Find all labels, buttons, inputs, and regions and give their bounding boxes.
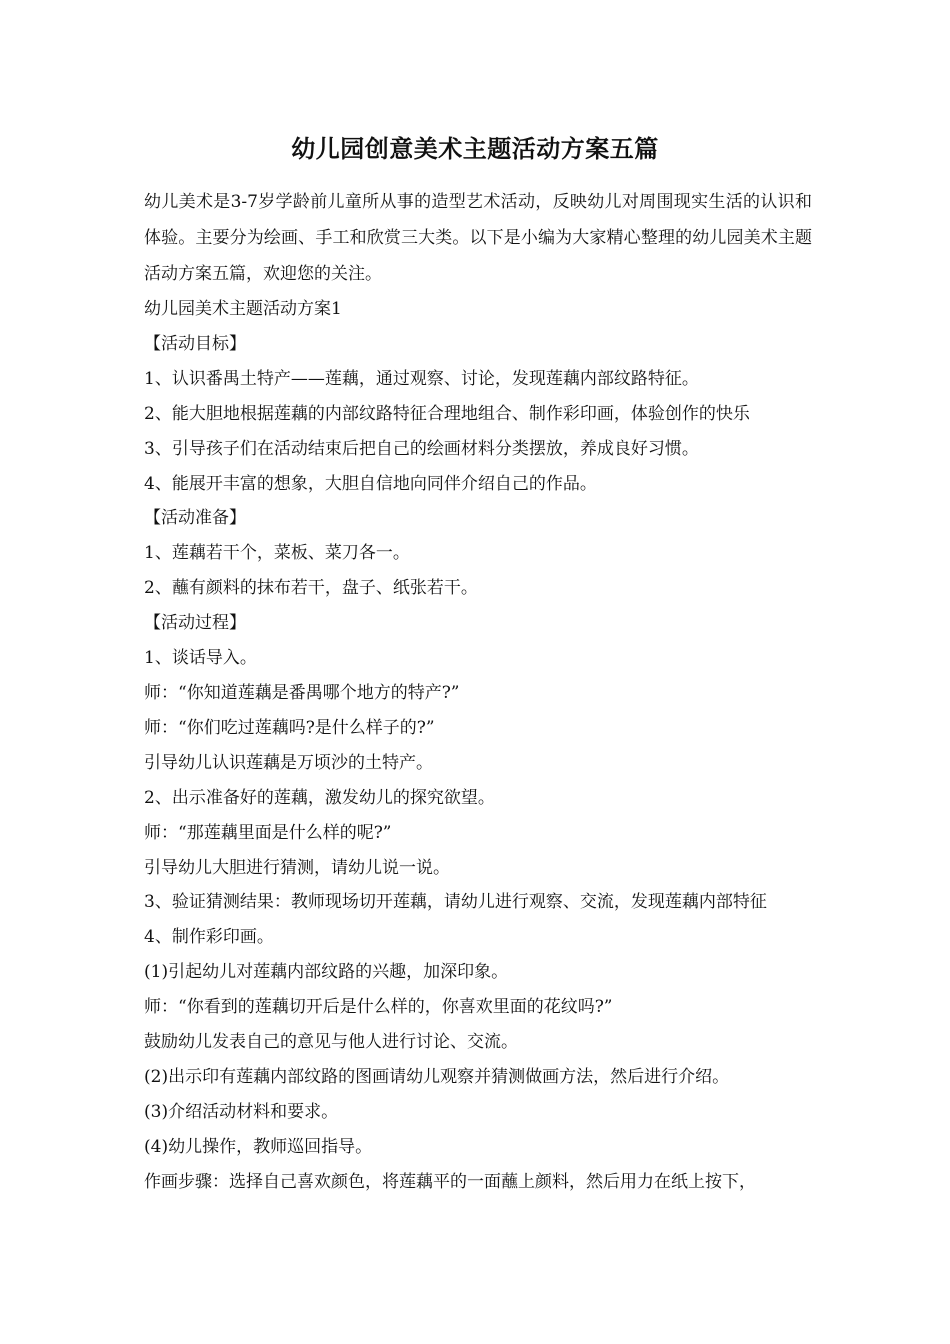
body-line: 3、引导孩子们在活动结束后把自己的绘画材料分类摆放，养成良好习惯。 [144, 438, 699, 459]
body-line: 师：“你知道莲藕是番禺哪个地方的特产?” [144, 682, 460, 703]
document-body [144, 184, 812, 1200]
body-line: (2)出示印有莲藕内部纹路的图画请幼儿观察并猜测做画方法，然后进行介绍。 [144, 1066, 730, 1087]
body-line: 2、蘸有颜料的抹布若干，盘子、纸张若干。 [144, 578, 478, 599]
body-line: 1、莲藕若干个，菜板、菜刀各一。 [144, 543, 410, 564]
body-line: 引导幼儿认识莲藕是万顷沙的土特产。 [144, 752, 433, 773]
body-line: 师：“你看到的莲藕切开后是什么样的，你喜欢里面的花纹吗?” [144, 997, 613, 1018]
body-line: 鼓励幼儿发表自己的意见与他人进行讨论、交流。 [144, 1032, 518, 1053]
body-line: 师：“那莲藕里面是什么样的呢?” [144, 822, 392, 843]
intro-paragraph: 幼儿美术是3-7岁学龄前儿童所从事的造型艺术活动，反映幼儿对周围现实生活的认识和体验。主要分为绘画、手工和欣赏三大类。以下是小编为大家精心整理的幼儿园美术主题活动方案五篇，欢迎您的关注。 [144, 192, 812, 284]
body-line: 4、制作彩印画。 [144, 927, 274, 948]
subsection-heading: 【活动目标】 [144, 333, 246, 354]
section-heading: 幼儿园美术主题活动方案1 [144, 299, 342, 319]
body-line: (4)幼儿操作，教师巡回指导。 [144, 1136, 373, 1157]
subsection-heading: 【活动准备】 [144, 508, 246, 529]
subsection-heading: 【活动过程】 [144, 613, 246, 634]
body-line: 作画步骤：选择自己喜欢颜色，将莲藕平的一面蘸上颜料，然后用力在纸上按下， [144, 1171, 756, 1192]
body-line: 3、验证猜测结果：教师现场切开莲藕，请幼儿进行观察、交流，发现莲藕内部特征 [144, 892, 767, 913]
body-line: 4、能展开丰富的想象，大胆自信地向同伴介绍自己的作品。 [144, 473, 597, 494]
body-line: 引导幼儿大胆进行猜测，请幼儿说一说。 [144, 857, 450, 878]
body-line: (1)引起幼儿对莲藕内部纹路的兴趣，加深印象。 [144, 962, 509, 983]
body-line: 2、出示准备好的莲藕，激发幼儿的探究欲望。 [144, 787, 495, 808]
body-line: 师：“你们吃过莲藕吗?是什么样子的?” [144, 717, 435, 738]
body-line: (3)介绍活动材料和要求。 [144, 1101, 339, 1122]
document-title: 幼儿园创意美术主题活动方案五篇 [291, 134, 659, 163]
body-line: 2、能大胆地根据莲藕的内部纹路特征合理地组合、制作彩印画，体验创作的快乐 [144, 403, 750, 424]
body-line: 1、认识番禺土特产——莲藕，通过观察、讨论，发现莲藕内部纹路特征。 [144, 368, 699, 389]
body-line: 1、谈话导入。 [144, 648, 257, 669]
